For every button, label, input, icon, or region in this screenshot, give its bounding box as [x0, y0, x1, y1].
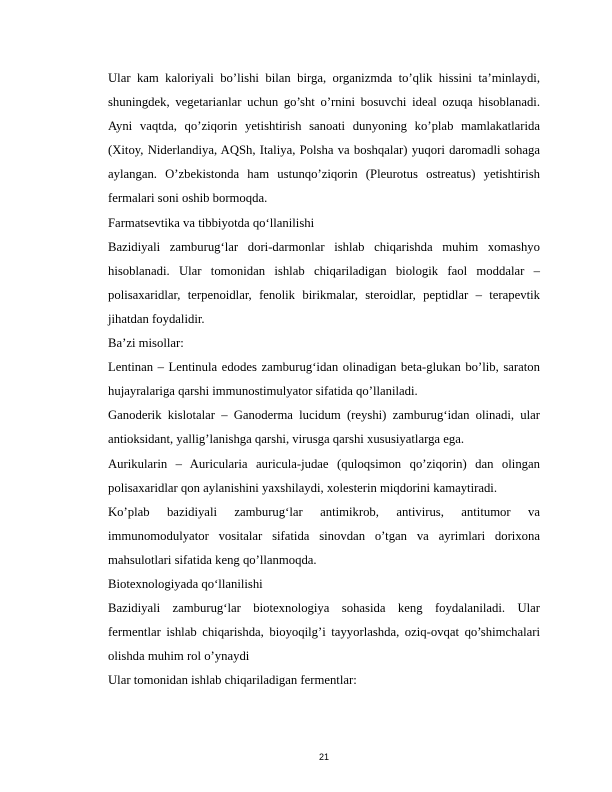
- paragraph-medicinal-agents: Ko’plab bazidiyali zamburug‘lar antimikrob, antivirus, antitumor va immunomodulyator vositalar sifatida sinovdan o’tgan va ayrimlari dorixona mahsulotlari sifatida keng qo’llanmoqda.: [108, 504, 540, 567]
- paragraph-intro: Ular kam kaloriyali bo’lishi bilan birga, organizmda to’qlik hissini ta’minlaydi, shuningdek, vegetarianlar uchun go’sht o’rnini bosuvchi ideal ozuqa hisoblanadi. Ayni vaqtda, qo’ziqorin yetishtirish sanoati dunyoning ko’plab mamlakatlarida (Xitoy, Niderlandiya, AQSh, Italiya, Polsha va boshqalar) yuqori daromadli sohaga aylangan. O’zbekistonda ham ustunqo’ziqorin (Pleurotus ostreatus) yetishtirish fermalari soni oshib bormoqda.: [108, 71, 540, 206]
- heading-biotechnology-use: Biotexnologiyada qo‘llanilishi: [108, 576, 263, 591]
- paragraph-lentinan: Lentinan – Lentinula edodes zamburug‘idan olinadigan beta-glukan bo’lib, saraton hujayralariga qarshi immunostimulyator sifatida qo’llaniladi.: [108, 360, 540, 399]
- paragraph-biotechnology: Bazidiyali zamburug‘lar biotexnologiya sohasida keng foydalaniladi. Ular fermentlar ishlab chiqarishda, bioyoqilg’i tayyorlashda, oziq-ovqat qo’shimchalari olishda muhim rol o’ynaydi: [108, 601, 540, 664]
- page-number: 21: [318, 752, 329, 762]
- paragraph-enzymes-intro: Ular tomonidan ishlab chiqariladigan fermentlar:: [108, 673, 357, 688]
- paragraph-ganoderic-acids: Ganoderik kislotalar – Ganoderma lucidum (reyshi) zamburug‘idan olinadi, ular antioksidant, yallig’lanishga qarshi, virusga qarshi xususiyatlarga ega.: [108, 408, 540, 447]
- paragraph-pharmaceutical: Bazidiyali zamburug‘lar dori-darmonlar ishlab chiqarishda muhim xomashyo hisoblanadi. Ular tomonidan ishlab chiqariladigan biologik faol moddalar – polisaxaridlar, terpenoidlar, fenolik birikmalar, steroidlar, peptidlar – terapevtik jihatdan foydalidir.: [108, 239, 540, 326]
- examples-label: Ba’zi misollar:: [108, 336, 184, 351]
- heading-pharmaceutical-use: Farmatsevtika va tibbiyotda qo‘llanilishi: [108, 215, 315, 230]
- document-body: [108, 66, 540, 692]
- paragraph-auricularin: Aurikularin – Auricularia auricula-judae (quloqsimon qo’ziqorin) dan olingan polisaxaridlar qon aylanishini yaxshilaydi, xolesterin miqdorini kamaytiradi.: [108, 456, 540, 495]
